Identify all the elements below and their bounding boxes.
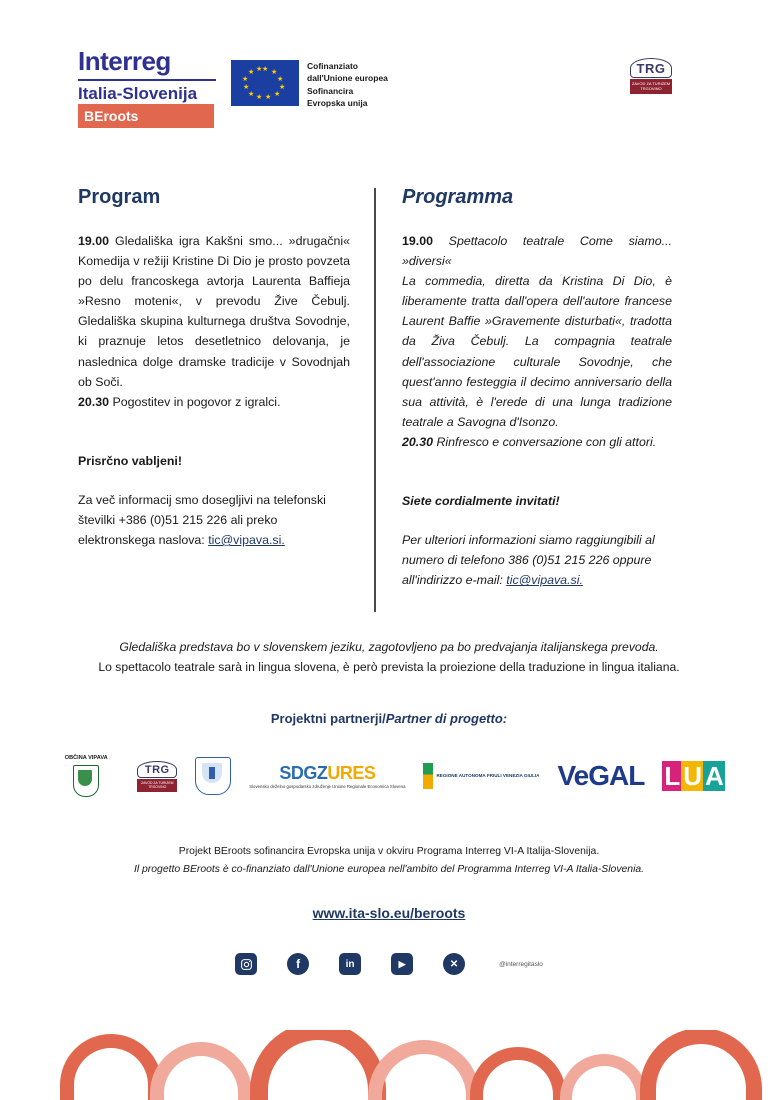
obcina-vipava-crest-icon: [73, 765, 99, 797]
eu-text-line3: Sofinancira: [307, 85, 354, 96]
language-note-it: Lo spettacolo teatrale sarà in lingua slovena, è però prevista la proiezione della traduzione in lingua italiana.: [98, 659, 680, 674]
program-paragraph-sl-2: [78, 392, 350, 412]
youtube-icon[interactable]: [391, 953, 413, 975]
program-text-it-2: Rinfresco e conversazione con gli attori.: [433, 434, 657, 449]
website-link-wrap: [0, 905, 778, 923]
website-link[interactable]: www.ita-slo.eu/beroots: [312, 905, 466, 922]
interreg-wordmark: Interreg: [78, 46, 171, 76]
eu-funding-text: [307, 60, 388, 109]
invitation-it: Siete cordialmente invitati!: [402, 494, 560, 509]
partner-logo-regione-fvg: [423, 763, 539, 789]
partner-logo-vegal: [558, 762, 645, 790]
linkedin-icon[interactable]: [339, 953, 361, 975]
lua-letter-u: U: [683, 761, 701, 792]
partners-heading: [0, 711, 778, 726]
contact-it: [402, 530, 672, 590]
x-glyph: ✕: [449, 958, 459, 970]
fvg-stripe-icon: [423, 763, 433, 789]
trg-logo: [630, 58, 672, 94]
program-paragraph-it-lead: [402, 231, 672, 271]
decorative-arches: [0, 1030, 778, 1100]
program-time-2-sl: 20.30: [78, 394, 110, 409]
obcina-vipava-label: OBČINA VIPAVA: [64, 755, 108, 762]
partner-logo-lua: [662, 761, 724, 792]
sdgz-wordmark: [249, 764, 405, 782]
lua-letter-l: L: [664, 761, 680, 792]
eu-emblem-block: [231, 60, 388, 109]
x-twitter-icon[interactable]: [443, 953, 465, 975]
program-columns: [78, 186, 700, 612]
invitation-sl: Prisrčno vabljeni!: [78, 453, 182, 468]
contact-sl: [78, 490, 350, 550]
partners-heading-it: Partner di progetto:: [385, 711, 508, 727]
vegal-label: VeGAL: [557, 760, 645, 792]
beroots-label: BEroots: [84, 107, 139, 124]
trg-logo-subtext: ZAVOD ZA TURIZEM TRGOVINO: [630, 79, 672, 94]
fvg-label: REGIONE AUTONOMA FRIULI VENEZIA GIULIA: [436, 773, 540, 779]
partner-logo-obcina-vipava: [53, 756, 119, 797]
program-paragraph-sl-1: [78, 231, 350, 392]
interreg-logo: [78, 48, 216, 128]
trg-partner-sublabel: ZAVOD ZA TURIZEM TRGOVINO: [137, 779, 177, 792]
eu-text-line4: Evropska unija: [307, 97, 368, 108]
social-media-bar: [0, 953, 778, 975]
eu-text-line2: dall'Unione europea: [307, 73, 388, 84]
program-column-italian: [376, 186, 672, 612]
ures-label: URES: [327, 762, 376, 783]
document-header: [0, 0, 778, 150]
partner-logos: [0, 756, 778, 797]
partner-logo-comune: [195, 757, 231, 795]
youtube-glyph: ▶: [398, 958, 406, 969]
eu-text-line1: Cofinanziato: [307, 61, 358, 71]
social-handle: @interregitaslo: [499, 960, 543, 968]
trg-logo-text: TRG: [630, 58, 672, 78]
partners-heading-sl: Projektni partnerji/: [270, 711, 386, 727]
financing-statement: [0, 843, 778, 879]
program-lead-it: Spettacolo teatrale Come siamo... »diversi«: [402, 234, 672, 269]
comune-crest-icon: [195, 757, 231, 795]
program-time-1-it: 19.00: [402, 234, 434, 248]
linkedin-glyph: in: [345, 958, 355, 970]
lua-letter-a: A: [704, 761, 723, 792]
facebook-glyph: f: [296, 957, 301, 972]
logo-divider: [78, 79, 216, 81]
financing-statement-sl: Projekt BEroots sofinancira Evropska unija v okviru Programa Interreg VI-A Italija-Slovenija.: [178, 845, 600, 857]
language-note-sl: Gledališka predstava bo v slovenskem jeziku, zagotovljeno pa bo predvajanja italijanskega prevoda.: [119, 640, 659, 654]
partner-logo-sdgz-ures: [249, 764, 405, 789]
program-paragraph-it-1: La commedia, diretta da Kristina Di Dio, è liberamente tratta dall'opera dell'autore francese Laurent Baffie »Gravemente disturbati«, tradotta da Živa Čebulj. La compagnia teatrale dell'associazione culturale Sovodnje, che quest'anno festeggia il decimo anniversario della sua attività, è l'erede di una lunga tradizione teatrale a Savogna d'Isonzo.: [402, 274, 672, 429]
program-time-2-it: 20.30: [402, 434, 434, 449]
interreg-program-name: Italia-Slovenija: [78, 84, 198, 104]
program-paragraph-it-2: [402, 432, 672, 452]
program-text-sl-2: Pogostitev in pogovor z igralci.: [109, 394, 281, 409]
sdgz-label: SDGZ: [279, 762, 328, 783]
instagram-icon[interactable]: [235, 953, 257, 975]
program-title-sl: Program: [78, 186, 161, 208]
financing-statement-it: Il progetto BEroots è co-finanziato dall'Unione europea nell'ambito del Programma Interreg VI-A Italia-Slovenia.: [133, 863, 645, 875]
beroots-badge: [78, 104, 214, 128]
program-time-1-sl: 19.00: [78, 234, 110, 248]
program-text-sl-1: Gledališka igra Kakšni smo... »drugačni« Komedija v režiji Kristine Di Dio je prosto povzeta po delu francoskega avtorja Laurenta Baffieja »Resno moteni«, v prevodu Žive Čebulj. Gledališka skupina kulturnega društva Sovodnje, ki praznuje letos desetletnico delovanja, je naslednica dolge dramske tradicije v Sovodnjah ob Soči.: [78, 234, 350, 389]
sdgz-sublabel: Slovensko deželno gospodarsko združenje Unione Regionale Economica Slovena: [249, 783, 406, 789]
contact-text-it: Per ulteriori informazioni siamo raggiungibili al numero di telefono 386 (0)51 215 226 oppure all'indirizzo e-mail:: [402, 533, 655, 588]
contact-text-sl: Za več informacij smo dosegljivi na telefonski številki +386 (0)51 215 226 ali preko elektronskega naslova:: [78, 492, 326, 548]
language-note: [60, 638, 718, 677]
contact-email-it[interactable]: tic@vipava.si.: [506, 573, 583, 588]
program-title-it: Programma: [402, 186, 514, 208]
trg-partner-label: TRG: [137, 761, 177, 778]
partner-logo-trg: [137, 761, 177, 792]
eu-flag-icon: ★ ★ ★ ★ ★ ★ ★ ★ ★ ★ ★ ★: [231, 60, 299, 106]
facebook-icon[interactable]: [287, 953, 309, 975]
program-column-slovene: [78, 186, 374, 612]
contact-email-sl[interactable]: tic@vipava.si.: [208, 533, 285, 548]
